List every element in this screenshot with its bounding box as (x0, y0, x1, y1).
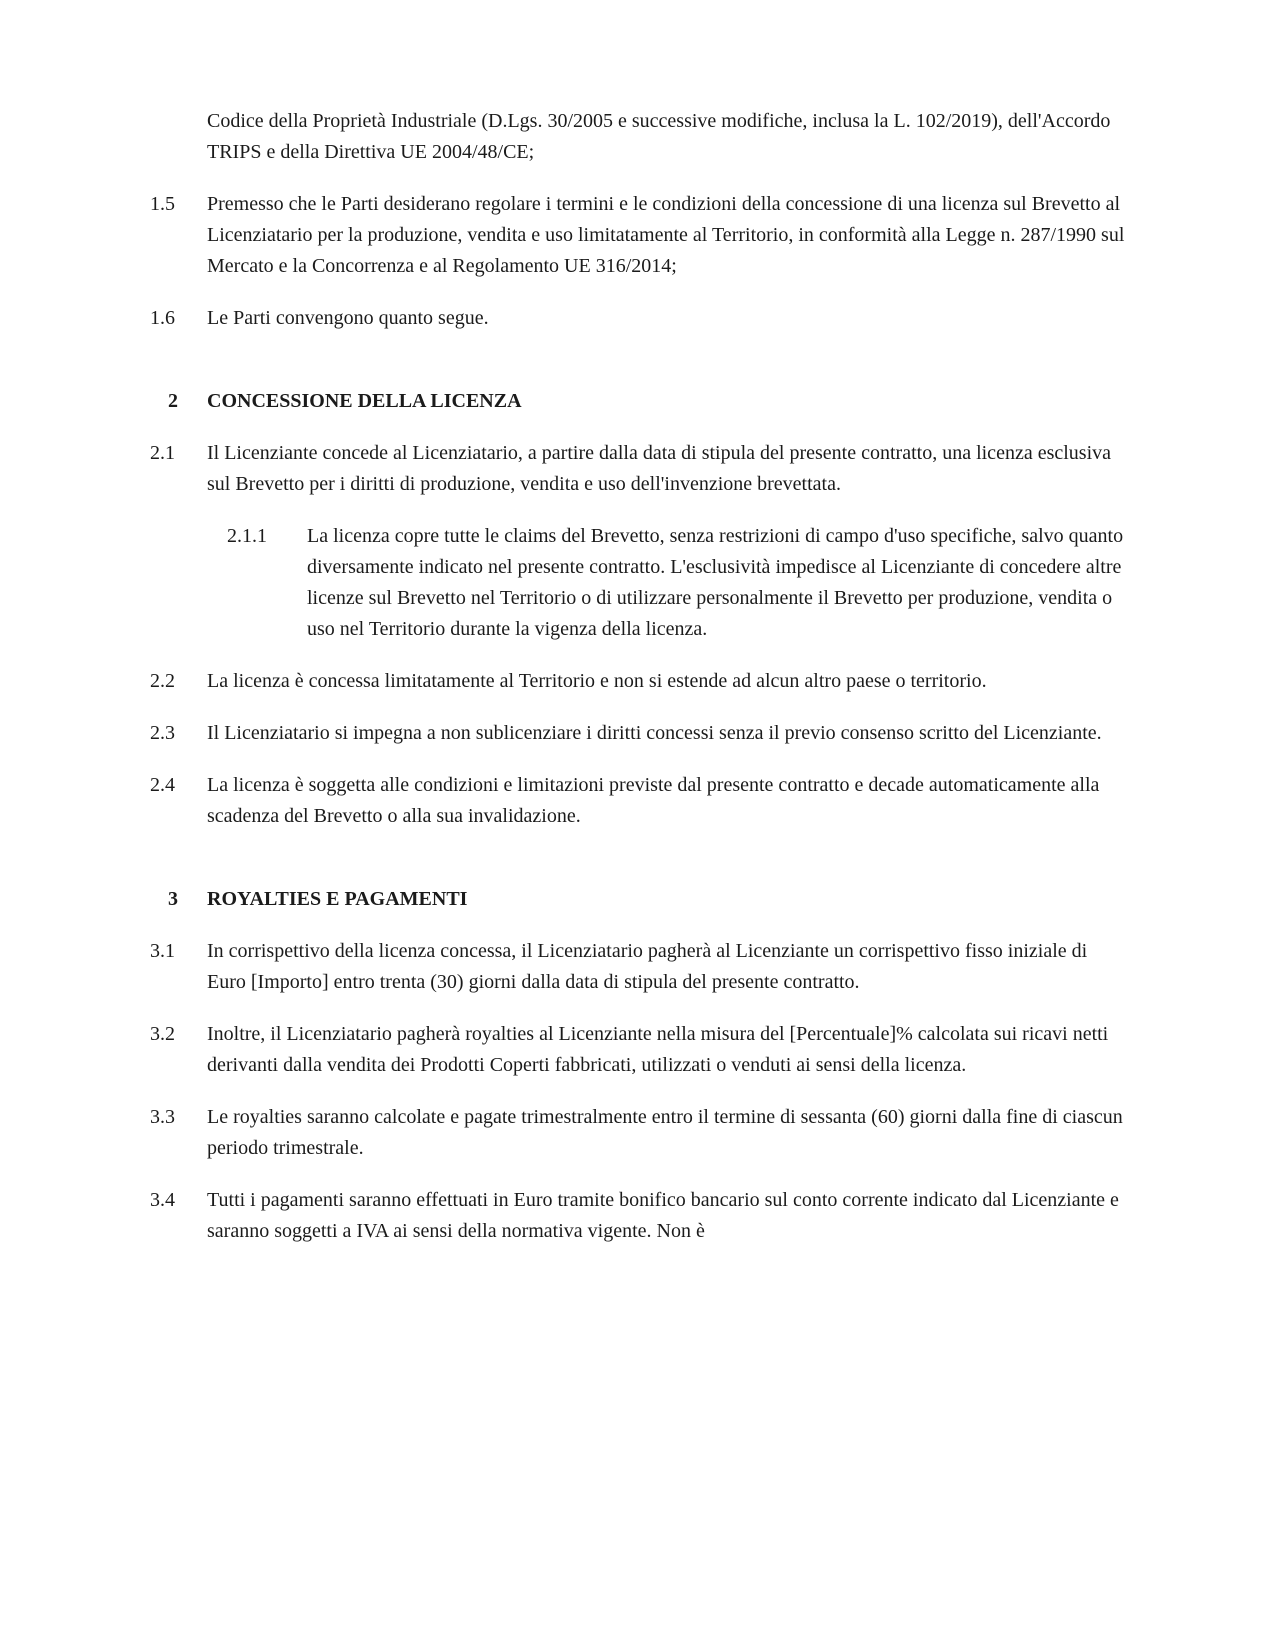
clause-3-2 (150, 1019, 1125, 1081)
clause-3-3 (150, 1102, 1125, 1164)
clause-number: 3.1 (150, 940, 175, 962)
section-number: 3 (168, 888, 178, 910)
clause-text: Tutti i pagamenti saranno effettuati in Euro tramite bonifico bancario sul conto corrente indicato dal Licenziante e saranno soggetti a IVA ai sensi della normativa vigente. Non è (207, 1189, 1119, 1242)
clause-1-5 (150, 189, 1125, 282)
clause-number: 2.3 (150, 722, 175, 744)
clause-2-3 (150, 718, 1125, 749)
clause-text: Le Parti convengono quanto segue. (207, 307, 489, 329)
section-title: ROYALTIES E PAGAMENTI (207, 888, 468, 910)
continuation-paragraph (150, 106, 1125, 168)
clause-text: La licenza è soggetta alle condizioni e limitazioni previste dal presente contratto e decade automaticamente alla scadenza del Brevetto o alla sua invalidazione. (207, 774, 1100, 827)
clause-text: Codice della Proprietà Industriale (D.Lgs. 30/2005 e successive modifiche, inclusa la L. 102/2019), dell'Accordo TRIPS e della Direttiva UE 2004/48/CE; (207, 110, 1111, 163)
clause-number: 3.4 (150, 1189, 175, 1211)
clause-1-6 (150, 303, 1125, 334)
clause-number: 3.3 (150, 1106, 175, 1128)
section-heading-2 (150, 386, 1125, 417)
clause-2-2 (150, 666, 1125, 697)
clause-3-1 (150, 936, 1125, 998)
clause-number: 2.1.1 (227, 525, 267, 547)
clause-text: La licenza copre tutte le claims del Brevetto, senza restrizioni di campo d'uso specifiche, salvo quanto diversamente indicato nel presente contratto. L'esclusività impedisce al Licenziante di concedere altre licenze sul Brevetto nel Territorio o di utilizzare personalmente il Brevetto per produzione, vendita o uso nel Territorio durante la vigenza della licenza. (307, 525, 1124, 640)
clause-number: 2.4 (150, 774, 175, 796)
clause-2-4 (150, 770, 1125, 832)
clause-3-4 (150, 1185, 1125, 1247)
clause-number: 3.2 (150, 1023, 175, 1045)
clause-text: Il Licenziante concede al Licenziatario, a partire dalla data di stipula del presente contratto, una licenza esclusiva sul Brevetto per i diritti di produzione, vendita e uso dell'invenzione brevettata. (207, 442, 1112, 495)
clause-text: Le royalties saranno calcolate e pagate trimestralmente entro il termine di sessanta (60) giorni dalla fine di ciascun periodo trimestrale. (207, 1106, 1123, 1159)
clause-text: Inoltre, il Licenziatario pagherà royalties al Licenziante nella misura del [Percentuale]% calcolata sui ricavi netti derivanti dalla vendita dei Prodotti Coperti fabbricati, utilizzati o venduti ai sensi della licenza. (207, 1023, 1109, 1076)
section-heading-3 (150, 884, 1125, 915)
clause-text: Il Licenziatario si impegna a non sublicenziare i diritti concessi senza il previo consenso scritto del Licenziante. (207, 722, 1102, 744)
clause-number: 2.1 (150, 442, 175, 464)
clause-number: 1.5 (150, 193, 175, 215)
clause-2-1 (150, 438, 1125, 500)
clause-number: 1.6 (150, 307, 175, 329)
clause-2-1-1 (227, 521, 1125, 645)
section-title: CONCESSIONE DELLA LICENZA (207, 390, 522, 412)
clause-text: In corrispettivo della licenza concessa, il Licenziatario pagherà al Licenziante un corrispettivo fisso iniziale di Euro [Importo] entro trenta (30) giorni dalla data di stipula del presente contratto. (207, 940, 1088, 993)
section-number: 2 (168, 390, 178, 412)
clause-text: La licenza è concessa limitatamente al Territorio e non si estende ad alcun altro paese o territorio. (207, 670, 987, 692)
clause-text: Premesso che le Parti desiderano regolare i termini e le condizioni della concessione di una licenza sul Brevetto al Licenziatario per la produzione, vendita e uso limitatamente al Territorio, in conformità alla Legge n. 287/1990 sul Mercato e la Concorrenza e al Regolamento UE 316/2014; (207, 193, 1125, 277)
clause-number: 2.2 (150, 670, 175, 692)
